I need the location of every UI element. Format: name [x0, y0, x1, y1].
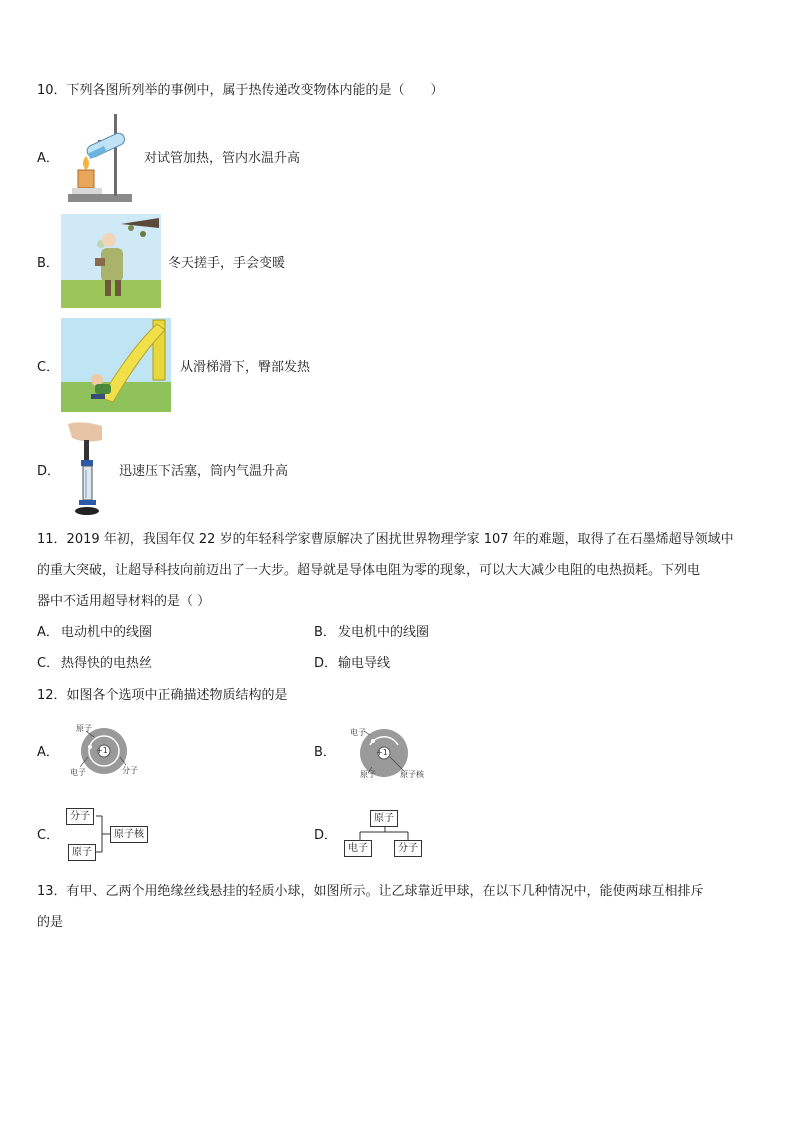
q12-option-d-letter: D．: [314, 828, 338, 843]
q10-option-d-letter: D．: [37, 464, 61, 479]
atom-b-top-label: 电子: [350, 728, 366, 737]
q11-option-d-letter: D．: [314, 656, 338, 671]
q12-stem: 12．如图各个选项中正确描述物质结构的是: [37, 688, 288, 703]
atom-diagram-b: [346, 727, 438, 781]
q10-option-d-text: 迅速压下活塞，筒内气温升高: [119, 464, 289, 479]
q10-option-b-letter: B．: [37, 256, 59, 271]
structure-tree-d: [340, 808, 430, 862]
q11-option-d-text: 输电导线: [338, 656, 391, 671]
q11-option-a-letter: A．: [37, 625, 59, 640]
atom-a-right-label: 分子: [122, 766, 138, 775]
q10-option-c-letter: C．: [37, 360, 60, 375]
atom-b-right-label: 原子核: [400, 770, 424, 779]
q10-option-a-letter: A．: [37, 151, 59, 166]
q10-stem: 10．下列各图所列举的事例中，属于热传递改变物体内能的是（ ）: [37, 83, 444, 98]
q11-option-c-letter: C．: [37, 656, 60, 671]
atom-a-left-label: 电子: [70, 768, 86, 777]
q10-option-c-text: 从滑梯滑下，臀部发热: [180, 360, 311, 375]
tree-c-box-molecule: 分子: [66, 808, 94, 825]
atom-a-top-label: 原子: [76, 724, 92, 733]
sliding-down-slide-image: [61, 318, 171, 412]
q11-stem-line-2: 的重大突破，让超导科技向前迈出了一大步。超导就是导体电阻为零的现象，可以大大减少电阻的电热损耗。下列电: [37, 563, 701, 578]
heating-test-tube-image: [64, 112, 136, 206]
q10-option-a-text: 对试管加热，管内水温升高: [144, 151, 301, 166]
q10-option-b-text: 冬天搓手，手会变暖: [168, 256, 286, 271]
q13-stem-line-2: 的是: [37, 915, 64, 930]
air-pump-piston-image: [62, 420, 112, 518]
q11-option-c-text: 热得快的电热丝: [61, 656, 153, 671]
atom-a-center-label: +1: [96, 746, 108, 755]
tree-c-box-atom: 原子: [68, 844, 96, 861]
q11-stem-line-3: 器中不适用超导材料的是（ ）: [37, 594, 211, 609]
q11-option-a-text: 电动机中的线圈: [61, 625, 153, 640]
atom-b-center-label: +1: [376, 748, 388, 757]
atom-diagram-a: [66, 724, 146, 779]
q13-stem-line-1: 13．有甲、乙两个用绝缘丝线悬挂的轻质小球，如图所示。让乙球靠近甲球，在以下几种情况中，能使两球互相排斥: [37, 884, 704, 899]
q12-option-c-letter: C．: [37, 828, 60, 843]
tree-d-box-atom: 原子: [370, 810, 398, 827]
tree-c-box-nucleus: 原子核: [110, 826, 148, 843]
atom-b-left-label: 原子: [360, 770, 376, 779]
structure-tree-c: [64, 806, 154, 864]
tree-d-box-molecule: 分子: [394, 840, 422, 857]
q12-option-a-letter: A．: [37, 745, 59, 760]
q12-option-b-letter: B．: [314, 745, 336, 760]
q11-option-b-text: 发电机中的线圈: [338, 625, 430, 640]
tree-d-box-electron: 电子: [344, 840, 372, 857]
q11-option-b-letter: B．: [314, 625, 336, 640]
rubbing-hands-image: [61, 214, 161, 308]
q11-stem-line-1: 11．2019 年初，我国年仅 22 岁的年轻科学家曹原解决了困扰世界物理学家 107 年的难题，取得了在石墨烯超导领域中: [37, 532, 734, 547]
